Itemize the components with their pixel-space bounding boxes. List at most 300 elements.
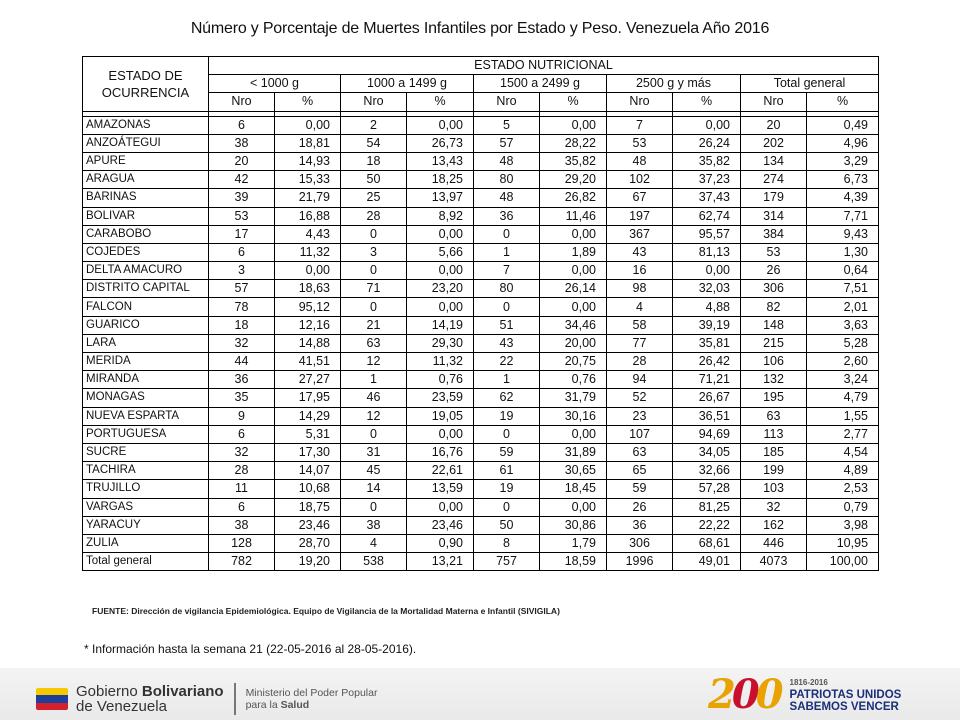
gov-line1-b: Bolivariano — [141, 683, 224, 700]
count-header: Nro — [741, 93, 807, 111]
percent-cell: 0,00 — [275, 116, 341, 134]
count-cell: 12 — [341, 353, 407, 371]
count-cell: 162 — [741, 516, 807, 534]
percent-cell: 23,46 — [407, 516, 474, 534]
percent-cell: 27,27 — [275, 371, 341, 389]
percent-cell: 13,21 — [407, 553, 474, 571]
count-cell: 61 — [474, 462, 540, 480]
percent-cell: 8,92 — [407, 207, 474, 225]
table-row — [83, 334, 879, 352]
percent-cell: 26,73 — [407, 134, 474, 152]
percent-cell: 13,97 — [407, 189, 474, 207]
percent-cell: 14,93 — [275, 152, 341, 170]
count-cell: 48 — [474, 152, 540, 170]
venezuela-flag-icon — [36, 688, 68, 710]
percent-cell: 68,61 — [673, 534, 741, 552]
percent-cell: 10,68 — [275, 480, 341, 498]
count-cell: 82 — [741, 298, 807, 316]
count-cell: 8 — [474, 534, 540, 552]
state-cell: DISTRITO CAPITAL — [83, 280, 209, 298]
percent-cell: 34,46 — [540, 316, 607, 334]
count-cell: 113 — [741, 425, 807, 443]
percent-cell: 0,00 — [540, 262, 607, 280]
bicentennial-200-icon: 200 — [708, 671, 780, 718]
state-cell: YARACUY — [83, 516, 209, 534]
percent-cell: 35,82 — [673, 152, 741, 170]
percent-cell: 0,79 — [807, 498, 879, 516]
count-cell: 80 — [474, 280, 540, 298]
count-cell: 538 — [341, 553, 407, 571]
state-cell: MONAGAS — [83, 389, 209, 407]
percent-cell: 23,20 — [407, 280, 474, 298]
count-cell: 22 — [474, 353, 540, 371]
count-cell: 1996 — [607, 553, 673, 571]
percent-cell: 2,77 — [807, 425, 879, 443]
percent-cell: 4,39 — [807, 189, 879, 207]
count-header: Nro — [607, 93, 673, 111]
count-cell: 3 — [209, 262, 275, 280]
percent-cell: 1,89 — [540, 243, 607, 261]
ministry-line2-a: para la — [245, 699, 281, 711]
percent-cell: 3,24 — [807, 371, 879, 389]
count-cell: 25 — [341, 189, 407, 207]
weight-group-header: < 1000 g — [209, 75, 341, 93]
weight-group-header: 1000 a 1499 g — [341, 75, 474, 93]
percent-cell: 5,66 — [407, 243, 474, 261]
count-cell: 59 — [607, 480, 673, 498]
table-row — [83, 225, 879, 243]
percent-cell: 3,98 — [807, 516, 879, 534]
percent-cell: 0,00 — [540, 298, 607, 316]
percent-cell: 13,43 — [407, 152, 474, 170]
state-cell: TRUJILLO — [83, 480, 209, 498]
weight-group-header: 1500 a 2499 g — [474, 75, 607, 93]
percent-cell: 19,05 — [407, 407, 474, 425]
percent-header: % — [807, 93, 879, 111]
percent-cell: 4,96 — [807, 134, 879, 152]
state-cell: MERIDA — [83, 353, 209, 371]
percent-cell: 94,69 — [673, 425, 741, 443]
count-cell: 20 — [209, 152, 275, 170]
percent-cell: 30,16 — [540, 407, 607, 425]
count-cell: 58 — [607, 316, 673, 334]
count-cell: 132 — [741, 371, 807, 389]
count-cell: 6 — [209, 498, 275, 516]
percent-cell: 39,19 — [673, 316, 741, 334]
table-row — [83, 207, 879, 225]
count-header: Nro — [474, 93, 540, 111]
percent-cell: 30,86 — [540, 516, 607, 534]
table-row — [83, 243, 879, 261]
count-cell: 4073 — [741, 553, 807, 571]
count-cell: 26 — [741, 262, 807, 280]
percent-cell: 19,20 — [275, 553, 341, 571]
count-cell: 11 — [209, 480, 275, 498]
table-row — [83, 280, 879, 298]
count-cell: 0 — [341, 225, 407, 243]
count-cell: 62 — [474, 389, 540, 407]
count-cell: 17 — [209, 225, 275, 243]
percent-cell: 17,30 — [275, 443, 341, 461]
percent-cell: 32,66 — [673, 462, 741, 480]
percent-cell: 0,00 — [407, 116, 474, 134]
count-cell: 50 — [474, 516, 540, 534]
count-cell: 12 — [341, 407, 407, 425]
percent-cell: 16,88 — [275, 207, 341, 225]
percent-cell: 5,28 — [807, 334, 879, 352]
percent-cell: 5,31 — [275, 425, 341, 443]
percent-cell: 23,59 — [407, 389, 474, 407]
percent-cell: 37,43 — [673, 189, 741, 207]
table-row — [83, 316, 879, 334]
percent-cell: 11,32 — [407, 353, 474, 371]
state-cell: TACHIRA — [83, 462, 209, 480]
percent-cell: 7,51 — [807, 280, 879, 298]
count-cell: 45 — [341, 462, 407, 480]
table-row — [83, 134, 879, 152]
count-cell: 1 — [474, 371, 540, 389]
state-cell: DELTA AMACURO — [83, 262, 209, 280]
total-row — [83, 553, 879, 571]
percent-cell: 35,82 — [540, 152, 607, 170]
count-cell: 1 — [341, 371, 407, 389]
count-cell: 65 — [607, 462, 673, 480]
ministry-line1: Ministerio del Poder Popular — [245, 687, 378, 699]
percent-cell: 0,00 — [407, 262, 474, 280]
percent-cell: 11,32 — [275, 243, 341, 261]
percent-cell: 0,00 — [540, 116, 607, 134]
count-cell: 28 — [341, 207, 407, 225]
count-cell: 5 — [474, 116, 540, 134]
count-cell: 4 — [341, 534, 407, 552]
count-cell: 53 — [209, 207, 275, 225]
table-row — [83, 116, 879, 134]
count-cell: 32 — [741, 498, 807, 516]
percent-cell: 0,00 — [673, 262, 741, 280]
footer-bar — [0, 668, 960, 720]
percent-cell: 3,29 — [807, 152, 879, 170]
government-logo — [36, 682, 377, 716]
count-cell: 18 — [209, 316, 275, 334]
count-cell: 107 — [607, 425, 673, 443]
count-cell: 106 — [741, 353, 807, 371]
percent-cell: 18,75 — [275, 498, 341, 516]
state-cell: AMAZONAS — [83, 116, 209, 134]
percent-cell: 22,61 — [407, 462, 474, 480]
count-cell: 6 — [209, 243, 275, 261]
count-cell: 50 — [341, 171, 407, 189]
corner-header — [83, 57, 209, 112]
count-cell: 6 — [209, 425, 275, 443]
percent-cell: 2,60 — [807, 353, 879, 371]
percent-cell: 14,88 — [275, 334, 341, 352]
percent-cell: 18,45 — [540, 480, 607, 498]
percent-header: % — [540, 93, 607, 111]
percent-cell: 15,33 — [275, 171, 341, 189]
count-header: Nro — [341, 93, 407, 111]
count-cell: 197 — [607, 207, 673, 225]
count-cell: 9 — [209, 407, 275, 425]
percent-cell: 0,49 — [807, 116, 879, 134]
percent-cell: 81,25 — [673, 498, 741, 516]
count-cell: 7 — [607, 116, 673, 134]
count-cell: 31 — [341, 443, 407, 461]
table-row — [83, 534, 879, 552]
percent-cell: 0,00 — [407, 225, 474, 243]
count-cell: 18 — [341, 152, 407, 170]
table-row — [83, 407, 879, 425]
table-row — [83, 189, 879, 207]
percent-cell: 3,63 — [807, 316, 879, 334]
state-cell: FALCON — [83, 298, 209, 316]
count-cell: 80 — [474, 171, 540, 189]
count-cell: 195 — [741, 389, 807, 407]
count-cell: 23 — [607, 407, 673, 425]
table-row — [83, 152, 879, 170]
table-row — [83, 389, 879, 407]
count-cell: 179 — [741, 189, 807, 207]
count-cell: 36 — [607, 516, 673, 534]
table-row — [83, 498, 879, 516]
count-cell: 6 — [209, 116, 275, 134]
count-cell: 48 — [607, 152, 673, 170]
table-row — [83, 516, 879, 534]
group-header: ESTADO NUTRICIONAL — [209, 57, 879, 75]
percent-cell: 23,46 — [275, 516, 341, 534]
percent-cell: 0,76 — [407, 371, 474, 389]
state-cell: LARA — [83, 334, 209, 352]
count-cell: 14 — [341, 480, 407, 498]
slogan-line2: SABEMOS VENCER — [789, 701, 899, 713]
percent-cell: 0,00 — [540, 425, 607, 443]
percent-cell: 0,90 — [407, 534, 474, 552]
count-cell: 0 — [341, 425, 407, 443]
count-cell: 0 — [341, 298, 407, 316]
percent-cell: 0,64 — [807, 262, 879, 280]
count-cell: 32 — [209, 334, 275, 352]
percent-header: % — [407, 93, 474, 111]
percent-cell: 95,12 — [275, 298, 341, 316]
count-cell: 446 — [741, 534, 807, 552]
state-cell: ARAGUA — [83, 171, 209, 189]
count-cell: 35 — [209, 389, 275, 407]
weight-group-header: 2500 g y más — [607, 75, 741, 93]
count-cell: 0 — [341, 498, 407, 516]
percent-cell: 21,79 — [275, 189, 341, 207]
table-row — [83, 353, 879, 371]
count-cell: 215 — [741, 334, 807, 352]
percent-cell: 4,43 — [275, 225, 341, 243]
bicentennial-logo — [708, 672, 901, 718]
state-cell: ANZOÁTEGUI — [83, 134, 209, 152]
percent-cell: 36,51 — [673, 407, 741, 425]
count-cell: 1 — [474, 243, 540, 261]
count-cell: 19 — [474, 480, 540, 498]
count-cell: 21 — [341, 316, 407, 334]
state-cell: NUEVA ESPARTA — [83, 407, 209, 425]
percent-cell: 26,14 — [540, 280, 607, 298]
table-row — [83, 480, 879, 498]
percent-cell: 6,73 — [807, 171, 879, 189]
percent-cell: 29,30 — [407, 334, 474, 352]
percent-cell: 13,59 — [407, 480, 474, 498]
percent-cell: 0,00 — [540, 225, 607, 243]
percent-cell: 26,67 — [673, 389, 741, 407]
logo-divider — [234, 683, 236, 715]
percent-cell: 14,19 — [407, 316, 474, 334]
count-cell: 2 — [341, 116, 407, 134]
count-cell: 43 — [474, 334, 540, 352]
count-cell: 0 — [474, 498, 540, 516]
percent-cell: 1,30 — [807, 243, 879, 261]
percent-cell: 20,00 — [540, 334, 607, 352]
count-cell: 77 — [607, 334, 673, 352]
count-cell: 128 — [209, 534, 275, 552]
percent-cell: 100,00 — [807, 553, 879, 571]
table-row — [83, 371, 879, 389]
percent-cell: 18,63 — [275, 280, 341, 298]
state-cell: ZULIA — [83, 534, 209, 552]
percent-cell: 81,13 — [673, 243, 741, 261]
percent-cell: 0,00 — [407, 425, 474, 443]
count-cell: 148 — [741, 316, 807, 334]
percent-cell: 28,22 — [540, 134, 607, 152]
count-cell: 185 — [741, 443, 807, 461]
count-cell: 28 — [607, 353, 673, 371]
percent-cell: 34,05 — [673, 443, 741, 461]
table-row — [83, 425, 879, 443]
count-cell: 59 — [474, 443, 540, 461]
percent-cell: 31,89 — [540, 443, 607, 461]
count-cell: 94 — [607, 371, 673, 389]
percent-cell: 71,21 — [673, 371, 741, 389]
percent-cell: 14,07 — [275, 462, 341, 480]
slogan-line1: PATRIOTAS UNIDOS — [789, 689, 902, 701]
percent-cell: 16,76 — [407, 443, 474, 461]
count-cell: 71 — [341, 280, 407, 298]
percent-cell: 12,16 — [275, 316, 341, 334]
percent-cell: 31,79 — [540, 389, 607, 407]
count-cell: 103 — [741, 480, 807, 498]
count-cell: 48 — [474, 189, 540, 207]
count-cell: 202 — [741, 134, 807, 152]
percent-cell: 18,25 — [407, 171, 474, 189]
count-cell: 52 — [607, 389, 673, 407]
count-cell: 134 — [741, 152, 807, 170]
count-cell: 54 — [341, 134, 407, 152]
count-cell: 367 — [607, 225, 673, 243]
percent-cell: 14,29 — [275, 407, 341, 425]
percent-cell: 26,82 — [540, 189, 607, 207]
percent-cell: 32,03 — [673, 280, 741, 298]
count-cell: 0 — [341, 262, 407, 280]
count-cell: 44 — [209, 353, 275, 371]
state-cell: COJEDES — [83, 243, 209, 261]
percent-cell: 49,01 — [673, 553, 741, 571]
gov-line1-a: Gobierno — [76, 683, 142, 700]
count-cell: 38 — [341, 516, 407, 534]
count-cell: 39 — [209, 189, 275, 207]
state-cell: APURE — [83, 152, 209, 170]
count-cell: 0 — [474, 425, 540, 443]
gov-line2: de Venezuela — [76, 698, 167, 715]
count-cell: 306 — [607, 534, 673, 552]
percent-cell: 29,20 — [540, 171, 607, 189]
count-cell: 26 — [607, 498, 673, 516]
percent-header: % — [275, 93, 341, 111]
percent-cell: 0,00 — [673, 116, 741, 134]
count-cell: 36 — [474, 207, 540, 225]
count-cell: 63 — [341, 334, 407, 352]
count-cell: 274 — [741, 171, 807, 189]
corner-label-line1: ESTADO DE — [108, 67, 183, 83]
percent-cell: 37,23 — [673, 171, 741, 189]
percent-cell: 0,00 — [275, 262, 341, 280]
count-cell: 384 — [741, 225, 807, 243]
percent-cell: 57,28 — [673, 480, 741, 498]
count-cell: 36 — [209, 371, 275, 389]
count-cell: 199 — [741, 462, 807, 480]
count-cell: 43 — [607, 243, 673, 261]
count-cell: 20 — [741, 116, 807, 134]
percent-cell: 18,59 — [540, 553, 607, 571]
percent-header: % — [673, 93, 741, 111]
count-cell: 757 — [474, 553, 540, 571]
count-cell: 102 — [607, 171, 673, 189]
count-cell: 28 — [209, 462, 275, 480]
count-cell: 53 — [607, 134, 673, 152]
weight-group-header: Total general — [741, 75, 879, 93]
percent-cell: 22,22 — [673, 516, 741, 534]
count-cell: 0 — [474, 225, 540, 243]
page-title: Número y Porcentaje de Muertes Infantiles por Estado y Peso. Venezuela Año 2016 — [190, 20, 770, 37]
percent-cell: 2,01 — [807, 298, 879, 316]
percent-cell: 0,00 — [407, 498, 474, 516]
percent-cell: 0,76 — [540, 371, 607, 389]
count-cell: 0 — [474, 298, 540, 316]
percent-cell: 10,95 — [807, 534, 879, 552]
percent-cell: 35,81 — [673, 334, 741, 352]
count-cell: 4 — [607, 298, 673, 316]
state-cell: CARABOBO — [83, 225, 209, 243]
count-cell: 782 — [209, 553, 275, 571]
count-cell: 32 — [209, 443, 275, 461]
state-cell: MIRANDA — [83, 371, 209, 389]
count-cell: 51 — [474, 316, 540, 334]
mortality-table — [82, 56, 879, 571]
percent-cell: 7,71 — [807, 207, 879, 225]
count-cell: 63 — [741, 407, 807, 425]
count-cell: 63 — [607, 443, 673, 461]
percent-cell: 62,74 — [673, 207, 741, 225]
percent-cell: 20,75 — [540, 353, 607, 371]
state-cell: SUCRE — [83, 443, 209, 461]
percent-cell: 17,95 — [275, 389, 341, 407]
count-cell: 78 — [209, 298, 275, 316]
state-cell: Total general — [83, 553, 209, 571]
count-cell: 46 — [341, 389, 407, 407]
state-cell: PORTUGUESA — [83, 425, 209, 443]
count-header: Nro — [209, 93, 275, 111]
state-cell: BOLIVAR — [83, 207, 209, 225]
table-row — [83, 262, 879, 280]
percent-cell: 1,55 — [807, 407, 879, 425]
percent-cell: 0,00 — [540, 498, 607, 516]
count-cell: 19 — [474, 407, 540, 425]
table-row — [83, 443, 879, 461]
percent-cell: 95,57 — [673, 225, 741, 243]
count-cell: 16 — [607, 262, 673, 280]
